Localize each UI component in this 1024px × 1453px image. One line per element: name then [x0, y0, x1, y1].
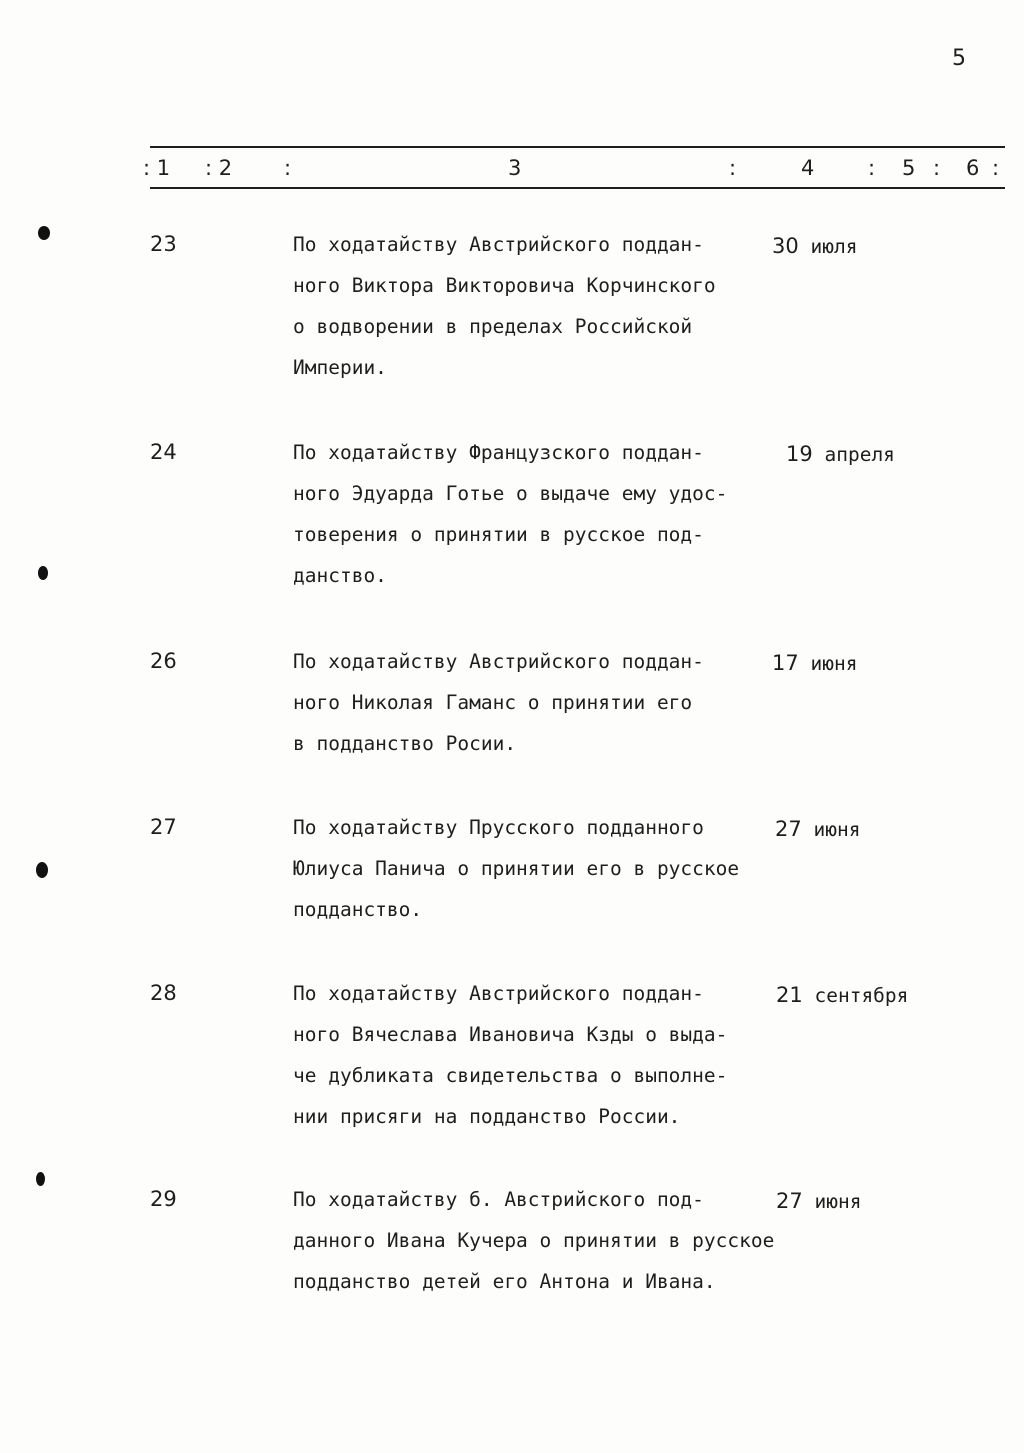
entry-text: По ходатайству Прусского подданного Юлиуса Панича о принятии его в русское подданство.: [293, 816, 740, 921]
entry-text: По ходатайству Французского поддан- ного Эдуарда Готье о выдаче ему удос- товерения о принятии в русское под- данство.: [293, 441, 728, 587]
page-number: 5: [952, 46, 966, 71]
header-separator: :: [933, 156, 941, 180]
entry-text: По ходатайству Австрийского поддан- ного Вячеслава Ивановича Кзды о выда- че дубликата свидетельства о выполне- нии присяги на подданство России.: [293, 982, 728, 1128]
header-col-3: 3: [508, 156, 522, 180]
header-separator: :: [729, 156, 737, 180]
punch-hole-mark: [38, 226, 50, 240]
entry-number: 29: [150, 1187, 177, 1211]
entry-date-day: 19: [786, 442, 813, 466]
header-separator: :: [284, 156, 292, 180]
entry-number: 27: [150, 815, 177, 839]
entry-number: 26: [150, 649, 177, 673]
header-col-6: 6: [966, 156, 980, 180]
header-separator: :: [992, 156, 1000, 180]
entry-date-day: 27: [776, 1189, 803, 1213]
entry-date-day: 27: [775, 817, 802, 841]
entry-date: [775, 817, 860, 842]
entry-date-month: апреля: [824, 443, 895, 466]
punch-hole-mark: [36, 862, 48, 878]
entry-date-day: 21: [776, 983, 803, 1007]
entry-date: [772, 234, 857, 259]
entry-number: 24: [150, 440, 177, 464]
entry-date-day: 30: [772, 234, 799, 258]
header-col-1: : 1: [143, 156, 171, 180]
entry-date: [776, 983, 908, 1008]
entry-date-month: июня: [810, 652, 858, 675]
punch-hole-mark: [38, 566, 48, 580]
entry-date: [776, 1189, 861, 1214]
entry-number: 28: [150, 981, 177, 1005]
header-separator: :: [868, 156, 876, 180]
entry-date: [786, 442, 895, 467]
entry-date-day: 17: [772, 651, 799, 675]
header-bottom-rule: [150, 187, 1005, 189]
entry-date-month: июня: [814, 1190, 862, 1213]
entry-text: По ходатайству Австрийского поддан- ного Николая Гаманс о принятии его в подданство Росии.: [293, 650, 704, 755]
punch-hole-mark: [36, 1172, 45, 1186]
header-col-2: : 2: [205, 156, 233, 180]
header-top-rule: [150, 146, 1005, 148]
entry-date: [772, 651, 857, 676]
entry-date-month: июня: [813, 818, 861, 841]
entry-number: 23: [150, 232, 177, 256]
header-col-5: 5: [902, 156, 916, 180]
entry-date-month: июля: [810, 235, 858, 258]
entry-date-month: сентября: [814, 984, 909, 1007]
entry-text: По ходатайству б. Австрийского под- данного Ивана Кучера о принятии в русское подданство детей его Антона и Ивана.: [293, 1188, 775, 1293]
entry-text: По ходатайству Австрийского поддан- ного Виктора Викторовича Корчинского о водворении в пределах Российской Империи.: [293, 233, 716, 379]
header-col-4: 4: [801, 156, 815, 180]
